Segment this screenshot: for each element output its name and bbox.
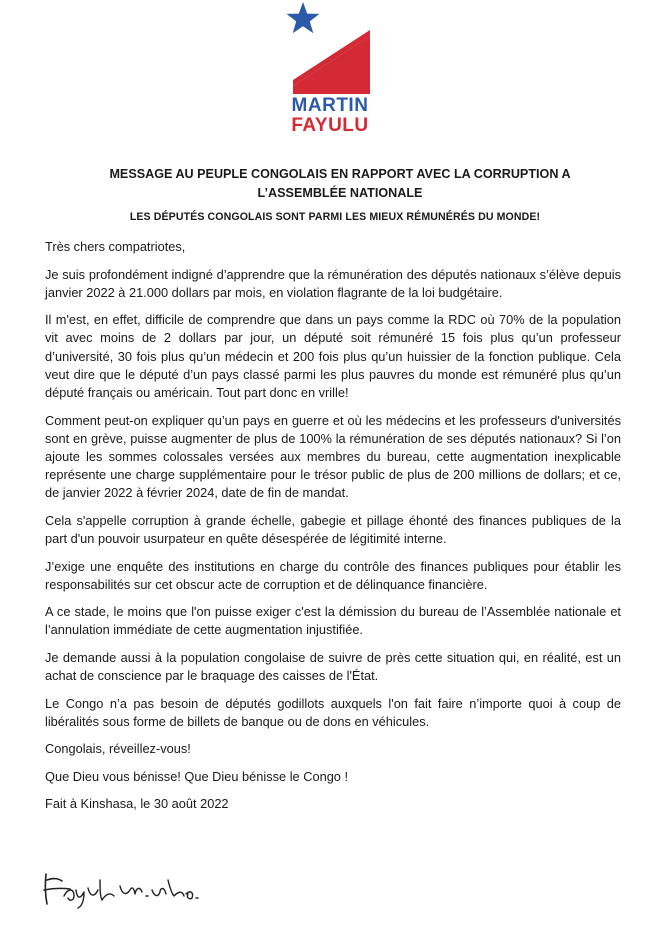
title-line-2: L’ASSEMBLÉE NATIONALE xyxy=(257,186,423,200)
title-line-1: MESSAGE AU PEUPLE CONGOLAIS EN RAPPORT AVEC LA CORRUPTION A xyxy=(109,167,571,181)
paragraph-7: Je demande aussi à la population congolaise de suivre de près cette situation qui, en réalité, est un achat de conscience par le braquage des caisses de l'État. xyxy=(45,649,621,684)
handwritten-signature-icon xyxy=(40,866,210,910)
star-flag-icon xyxy=(285,2,375,94)
logo-star xyxy=(287,2,320,33)
document-title xyxy=(60,165,620,203)
blessing: Que Dieu vous bénisse! Que Dieu bénisse le Congo ! xyxy=(45,768,349,784)
paragraph-8: Le Congo n’a pas besoin de députés godillots auxquels l'on fait faire n’importe quoi à coup de libéralités sous forme de billets de banque ou de dons en véhicules. xyxy=(45,695,621,729)
greeting: Très chers compatriotes, xyxy=(45,239,186,254)
letter-body xyxy=(45,238,621,823)
paragraph-5: J’exige une enquête des institutions en charge du contrôle des finances publiques pour établir les responsabilités sur cet obscur acte de corruption et de délinquance financière. xyxy=(45,558,621,592)
paragraph-3: Comment peut-on expliquer qu’un pays en guerre et où les médecins et les professeurs d'universités sont en grève, puisse augmenter de plus de 100% la rémunération de ses députés nationaux? Si l’on ajoute les sommes colossales versées aux membres du bureau, cette augmentation inexplicable représente une charge supplémentaire pour le trésor public de plus de 200 millions de dollars; et ce, de janvier 2022 à février 2024, date de fin de mandat. xyxy=(45,412,621,501)
paragraph-4: Cela s'appelle corruption à grande échelle, gabegie et pillage éhonté des finances publiques de la part d'un pouvoir usurpateur en quête désespérée de légitimité interne. xyxy=(45,512,621,547)
document-subtitle: LES DÉPUTÉS CONGOLAIS SONT PARMI LES MIEUX RÉMUNÉRÉS DU MONDE! xyxy=(129,211,541,223)
party-logo xyxy=(280,2,380,142)
paragraph-6: A ce stade, le moins que l'on puisse exiger c'est la démission du bureau de l’Assemblée nationale et l’annulation immédiate de cette augmentation injustifiée. xyxy=(45,604,621,638)
place-date: Fait à Kinshasa, le 30 août 2022 xyxy=(45,796,229,812)
logo-flag-red xyxy=(293,36,370,94)
paragraph-1: Je suis profondément indigné d’apprendre que la rémunération des députés nationaux s’élève depuis janvier 2022 à 21.000 dollars par mois, en violation flagrante de la loi budgétaire. xyxy=(45,266,621,300)
logo-last-name: FAYULU xyxy=(291,115,369,136)
logo-first-name: MARTIN xyxy=(291,95,369,116)
call-to-action: Congolais, réveillez-vous! xyxy=(45,741,191,757)
paragraph-2: Il m'est, en effet, difficile de comprendre que dans un pays comme la RDC où 70% de la population vit avec moins de 2 dollars par jour, un député soit rémunéré 15 fois plus qu’un professeur d’université, 30 fois plus qu’un médecin et 200 fois plus qu’un huissier de la fonction publique. Cela veut dire que le député d’un pays classé parmi les plus pauvres du monde est rémunéré plus qu’un député français ou américain. Tout part donc en vrille! xyxy=(45,312,621,401)
